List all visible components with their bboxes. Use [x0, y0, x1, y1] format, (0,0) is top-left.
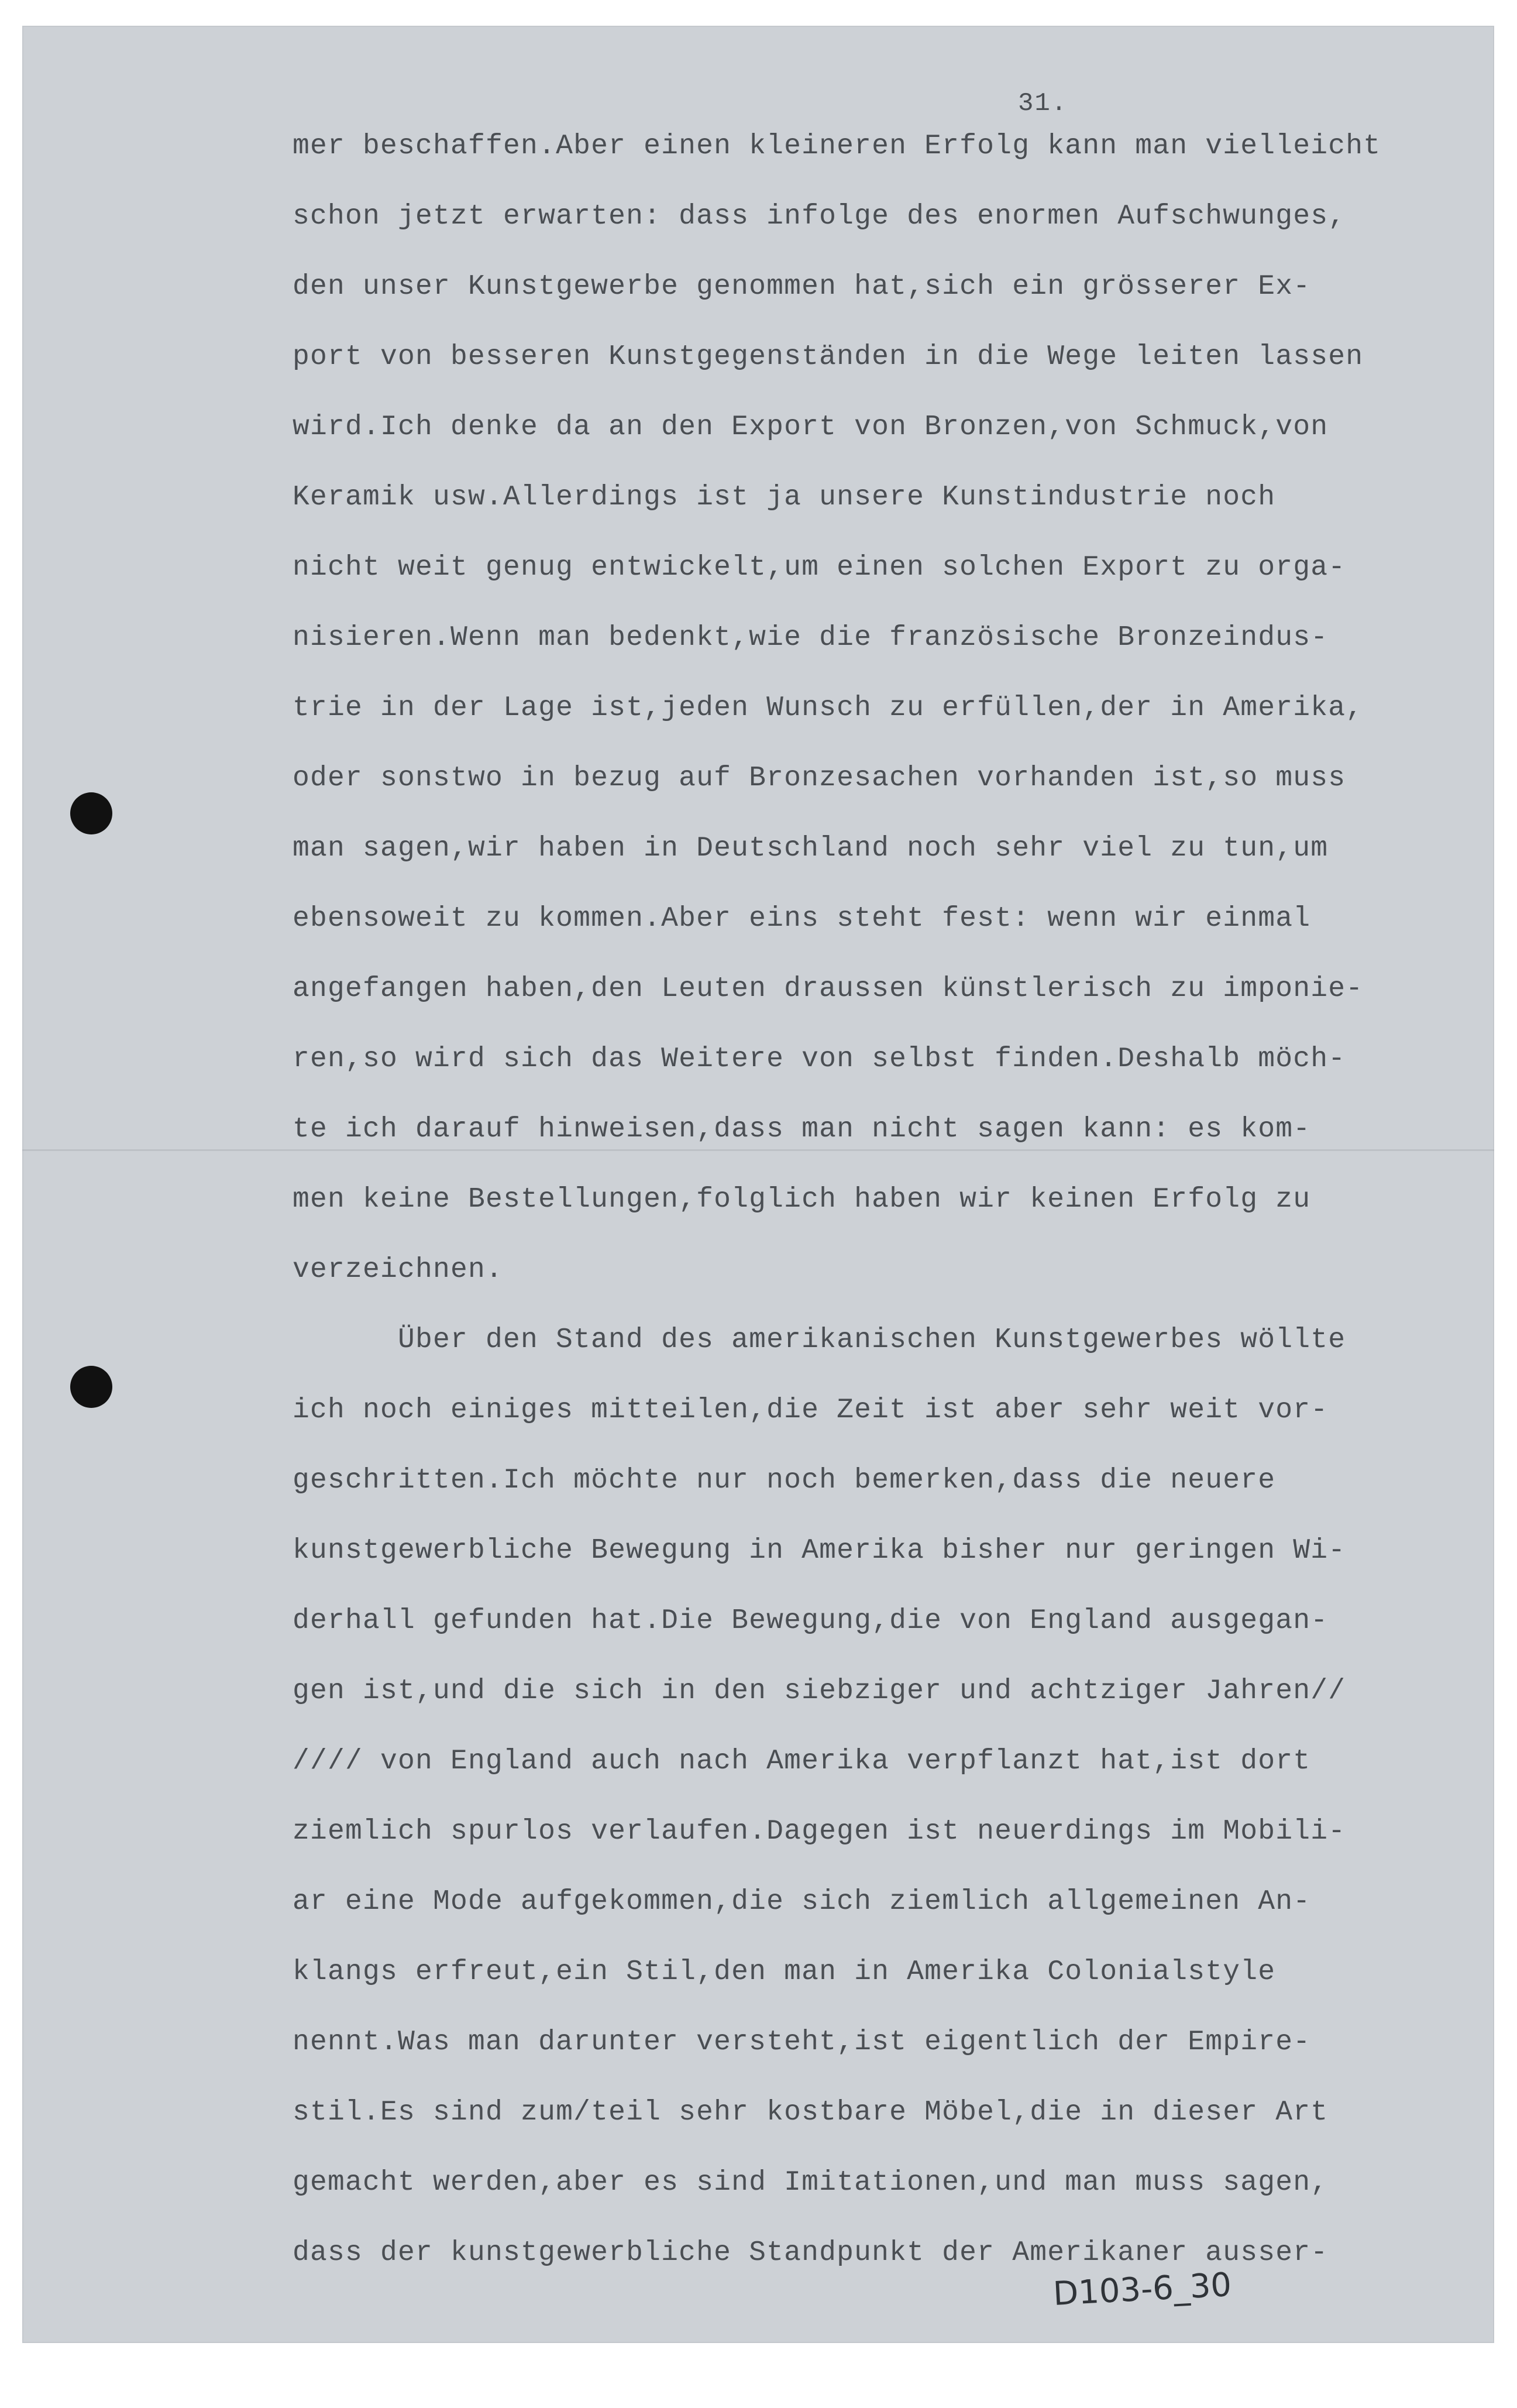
text-line: wird.Ich denke da an den Export von Bronzen,von Schmuck,von	[293, 411, 1329, 443]
text-line: men keine Bestellungen,folglich haben wir keinen Erfolg zu	[293, 1184, 1311, 1215]
text-line: te ich darauf hinweisen,dass man nicht sagen kann: es kom-	[293, 1114, 1311, 1145]
text-line: mer beschaffen.Aber einen kleineren Erfolg kann man vielleicht	[293, 130, 1381, 162]
text-line: kunstgewerbliche Bewegung in Amerika bisher nur geringen Wi-	[293, 1535, 1346, 1567]
text-line: verzeichnen.	[293, 1254, 504, 1286]
text-line: port von besseren Kunstgegenständen in die Wege leiten lassen	[293, 341, 1364, 373]
text-line: ebensoweit zu kommen.Aber eins steht fest: wenn wir einmal	[293, 903, 1311, 935]
text-line: trie in der Lage ist,jeden Wunsch zu erfüllen,der in Amerika,	[293, 692, 1364, 724]
text-line: ar eine Mode aufgekommen,die sich ziemlich allgemeinen An-	[293, 1886, 1311, 1918]
text-line: ziemlich spurlos verlaufen.Dagegen ist neuerdings im Mobili-	[293, 1816, 1346, 1847]
text-line: nisieren.Wenn man bedenkt,wie die französische Bronzeindus-	[293, 622, 1329, 654]
text-line: nennt.Was man darunter versteht,ist eigentlich der Empire-	[293, 2026, 1311, 2058]
text-line: Über den Stand des amerikanischen Kunstgewerbes wöllte	[398, 1324, 1346, 1356]
text-line: derhall gefunden hat.Die Bewegung,die von England ausgegan-	[293, 1605, 1329, 1637]
text-line: geschritten.Ich möchte nur noch bemerken,dass die neuere	[293, 1465, 1276, 1496]
text-line: angefangen haben,den Leuten draussen künstlerisch zu imponie-	[293, 973, 1364, 1005]
text-line: klangs erfreut,ein Stil,den man in Amerika Colonialstyle	[293, 1956, 1276, 1988]
text-line: ren,so wird sich das Weitere von selbst finden.Deshalb möch-	[293, 1043, 1346, 1075]
text-line: oder sonstwo in bezug auf Bronzesachen vorhanden ist,so muss	[293, 762, 1346, 794]
text-line: dass der kunstgewerbliche Standpunkt der Amerikaner ausser-	[293, 2237, 1329, 2269]
text-line: Keramik usw.Allerdings ist ja unsere Kunstindustrie noch	[293, 482, 1276, 513]
text-line: ich noch einiges mitteilen,die Zeit ist aber sehr weit vor-	[293, 1394, 1329, 1426]
text-line: stil.Es sind zum/teil sehr kostbare Möbel,die in dieser Art	[293, 2097, 1329, 2128]
text-line: gemacht werden,aber es sind Imitationen,und man muss sagen,	[293, 2167, 1329, 2199]
text-line: schon jetzt erwarten: dass infolge des enormen Aufschwunges,	[293, 201, 1346, 232]
punch-hole-upper	[70, 792, 112, 834]
text-line: man sagen,wir haben in Deutschland noch sehr viel zu tun,um	[293, 833, 1329, 864]
punch-hole-lower	[70, 1366, 112, 1408]
archive-reference: D103-6_30	[1052, 2266, 1233, 2313]
text-line: gen ist,und die sich in den siebziger und achtziger Jahren//	[293, 1675, 1346, 1707]
page-number: 31.	[1018, 89, 1068, 118]
text-line: //// von England auch nach Amerika verpflanzt hat,ist dort	[293, 1746, 1311, 1777]
text-line: den unser Kunstgewerbe genommen hat,sich ein grösserer Ex-	[293, 271, 1311, 303]
typed-text-body	[293, 111, 1404, 2288]
text-line: nicht weit genug entwickelt,um einen solchen Export zu orga-	[293, 552, 1346, 583]
